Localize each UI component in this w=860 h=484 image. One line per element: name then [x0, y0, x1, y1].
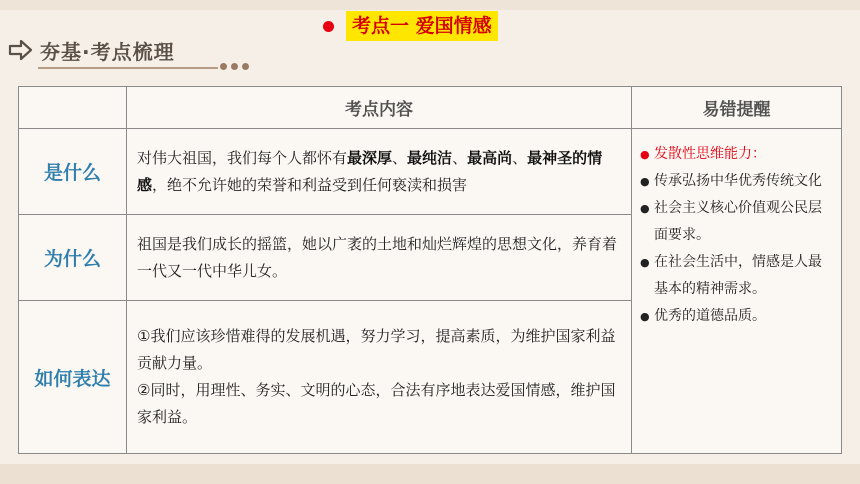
emphasis-text: 最神圣的情感: [137, 148, 603, 194]
body-text: ，绝不允许她的荣誉和利益受到任何亵渎和损害: [152, 175, 468, 194]
header-content-label: 考点内容: [345, 100, 413, 120]
body-text: 、: [392, 148, 408, 167]
row-text-what: [137, 145, 621, 199]
knowledge-table: [18, 86, 842, 454]
row-text-why: [137, 231, 621, 285]
section-title: 夯基·考点梳理: [40, 39, 175, 64]
body-text: 对伟大祖国，我们每个人都怀有: [137, 148, 348, 167]
bottom-stripe: [0, 464, 860, 484]
row-content-why: [127, 215, 632, 301]
tip-item: ● 优秀的道德品质。: [640, 303, 833, 330]
top-stripe: [0, 0, 860, 10]
body-text: 、: [512, 148, 528, 167]
body-text: 祖国是我们成长的摇篮，她以广袤的土地和灿烂辉煌的思想文化，养育着一代又一代中华儿女。: [137, 234, 618, 280]
row-content-how: [127, 301, 632, 453]
bullet-icon: ●: [640, 175, 650, 188]
row-label-what: 是什么: [19, 129, 127, 215]
bullet-icon: ●: [640, 202, 650, 215]
header-empty-cell: [19, 87, 127, 129]
bullet-icon: ●: [640, 256, 650, 269]
bullet-icon: ●: [640, 148, 650, 161]
header-content: [127, 87, 632, 129]
red-dot-icon: [323, 21, 334, 32]
row-content-what: [127, 129, 632, 215]
section-heading: [8, 34, 175, 66]
tip-item: ● 社会主义核心价值观公民层面要求。: [640, 195, 833, 249]
topic-badge: [323, 11, 498, 41]
heading-underline: [38, 67, 218, 69]
topic-title: 考点一 爱国情感: [346, 11, 498, 41]
heading-dots: [220, 63, 249, 70]
row-paragraph: ②同时，用理性、务实、文明的心态，合法有序地表达爱国情感，维护国家利益。: [137, 381, 616, 426]
header-tips: [632, 87, 841, 129]
row-paragraph: ①我们应该珍惜难得的发展机遇，努力学习，提高素质，为维护国家利益贡献力量。: [137, 327, 616, 372]
header-tips-label: 易错提醒: [702, 100, 771, 120]
body-text: 、: [452, 148, 468, 167]
tip-item: ● 传承弘扬中华优秀传统文化: [640, 168, 833, 195]
emphasis-text: 最纯洁: [407, 148, 453, 167]
arrow-right-icon: [8, 38, 34, 62]
row-label-how: 如何表达: [19, 301, 127, 453]
tip-item: ● 发散性思维能力：: [640, 141, 833, 168]
dot-icon: [231, 63, 238, 70]
emphasis-text: 最高尚: [467, 148, 513, 167]
bullet-icon: ●: [640, 310, 650, 323]
emphasis-text: 最深厚: [347, 148, 393, 167]
row-label-why: 为什么: [19, 215, 127, 301]
dot-icon: [242, 63, 249, 70]
tip-item: ● 在社会生活中，情感是人最基本的精神需求。: [640, 249, 833, 303]
tips-list: [632, 129, 841, 453]
dot-icon: [220, 63, 227, 70]
